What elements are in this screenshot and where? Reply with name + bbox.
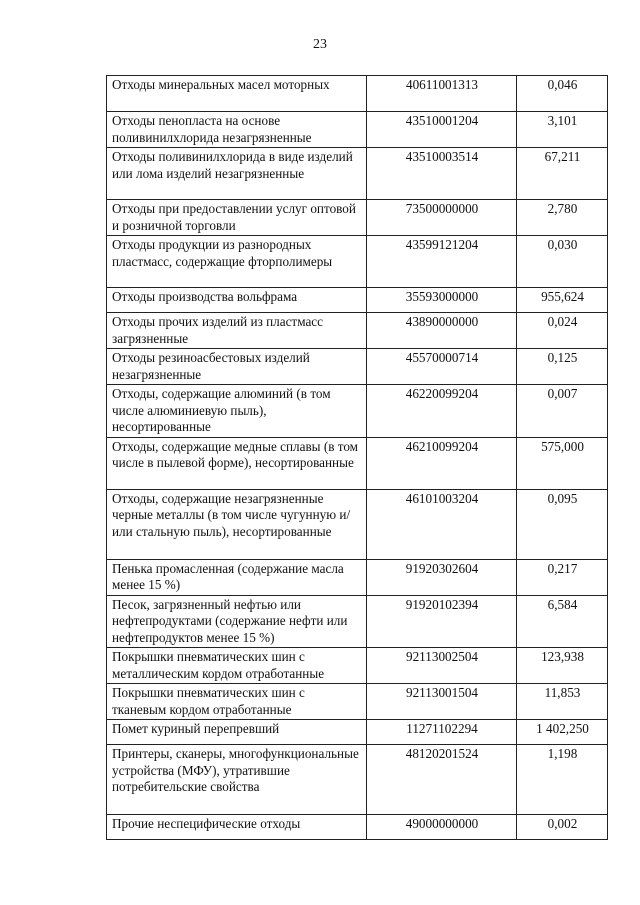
table-row	[107, 349, 608, 385]
table-row	[107, 200, 608, 236]
waste-quantity-cell: 0,007	[517, 385, 608, 438]
waste-code-cell: 11271102294	[367, 720, 517, 745]
waste-name-cell: Отходы, содержащие незагрязненные черные металлы (в том числе чугунную и/или стальную пыль), несортированные	[107, 489, 367, 559]
table-row	[107, 684, 608, 720]
waste-code-cell: 43890000000	[367, 313, 517, 349]
waste-code-cell: 49000000000	[367, 815, 517, 840]
waste-name-cell: Отходы пенопласта на основе поливинилхлорида незагрязненные	[107, 112, 367, 148]
table-row	[107, 745, 608, 815]
table-row	[107, 595, 608, 648]
waste-quantity-cell: 0,024	[517, 313, 608, 349]
waste-code-cell: 46101003204	[367, 489, 517, 559]
waste-code-cell: 91920102394	[367, 595, 517, 648]
waste-name-cell: Отходы минеральных масел моторных	[107, 76, 367, 112]
waste-table	[106, 75, 608, 840]
waste-name-cell: Отходы продукции из разнородных пластмасс, содержащие фторполимеры	[107, 236, 367, 288]
table-row	[107, 288, 608, 313]
waste-code-cell: 45570000714	[367, 349, 517, 385]
waste-quantity-cell: 0,002	[517, 815, 608, 840]
table-row	[107, 236, 608, 288]
waste-code-cell: 48120201524	[367, 745, 517, 815]
waste-name-cell: Отходы при предоставлении услуг оптовой и розничной торговли	[107, 200, 367, 236]
table-row	[107, 720, 608, 745]
waste-quantity-cell: 0,125	[517, 349, 608, 385]
table-row	[107, 385, 608, 438]
waste-code-cell: 92113002504	[367, 648, 517, 684]
table-row	[107, 76, 608, 112]
waste-code-cell: 91920302604	[367, 559, 517, 595]
waste-name-cell: Отходы прочих изделий из пластмасс загрязненные	[107, 313, 367, 349]
table-row	[107, 437, 608, 489]
waste-name-cell: Помет куриный перепревший	[107, 720, 367, 745]
waste-name-cell: Песок, загрязненный нефтью или нефтепродуктами (содержание нефти или нефтепродуктов менее 15 %)	[107, 595, 367, 648]
waste-code-cell: 40611001313	[367, 76, 517, 112]
waste-code-cell: 46220099204	[367, 385, 517, 438]
waste-code-cell: 92113001504	[367, 684, 517, 720]
waste-name-cell: Принтеры, сканеры, многофункциональные устройства (МФУ), утратившие потребительские свойства	[107, 745, 367, 815]
table-row	[107, 112, 608, 148]
waste-code-cell: 73500000000	[367, 200, 517, 236]
waste-code-cell: 43599121204	[367, 236, 517, 288]
waste-quantity-cell: 0,030	[517, 236, 608, 288]
waste-quantity-cell: 2,780	[517, 200, 608, 236]
waste-code-cell: 35593000000	[367, 288, 517, 313]
table-row	[107, 489, 608, 559]
waste-quantity-cell: 123,938	[517, 648, 608, 684]
table-row	[107, 559, 608, 595]
waste-code-cell: 46210099204	[367, 437, 517, 489]
waste-name-cell: Отходы, содержащие медные сплавы (в том числе в пылевой форме), несортированные	[107, 437, 367, 489]
waste-code-cell: 43510001204	[367, 112, 517, 148]
waste-name-cell: Отходы резиноасбестовых изделий незагрязненные	[107, 349, 367, 385]
waste-quantity-cell: 0,046	[517, 76, 608, 112]
waste-quantity-cell: 6,584	[517, 595, 608, 648]
table-row	[107, 148, 608, 200]
waste-quantity-cell: 1,198	[517, 745, 608, 815]
waste-quantity-cell: 955,624	[517, 288, 608, 313]
waste-name-cell: Пенька промасленная (содержание масла менее 15 %)	[107, 559, 367, 595]
waste-quantity-cell: 67,211	[517, 148, 608, 200]
table-row	[107, 313, 608, 349]
waste-name-cell: Прочие неспецифические отходы	[107, 815, 367, 840]
waste-quantity-cell: 0,217	[517, 559, 608, 595]
waste-name-cell: Покрышки пневматических шин с металлическим кордом отработанные	[107, 648, 367, 684]
waste-code-cell: 43510003514	[367, 148, 517, 200]
table-row	[107, 815, 608, 840]
waste-quantity-cell: 1 402,250	[517, 720, 608, 745]
table-row	[107, 648, 608, 684]
waste-name-cell: Отходы, содержащие алюминий (в том числе алюминиевую пыль), несортированные	[107, 385, 367, 438]
waste-name-cell: Покрышки пневматических шин с тканевым кордом отработанные	[107, 684, 367, 720]
waste-quantity-cell: 575,000	[517, 437, 608, 489]
waste-quantity-cell: 11,853	[517, 684, 608, 720]
waste-name-cell: Отходы поливинилхлорида в виде изделий или лома изделий незагрязненные	[107, 148, 367, 200]
waste-name-cell: Отходы производства вольфрама	[107, 288, 367, 313]
page-number: 23	[313, 37, 327, 52]
waste-quantity-cell: 3,101	[517, 112, 608, 148]
waste-quantity-cell: 0,095	[517, 489, 608, 559]
